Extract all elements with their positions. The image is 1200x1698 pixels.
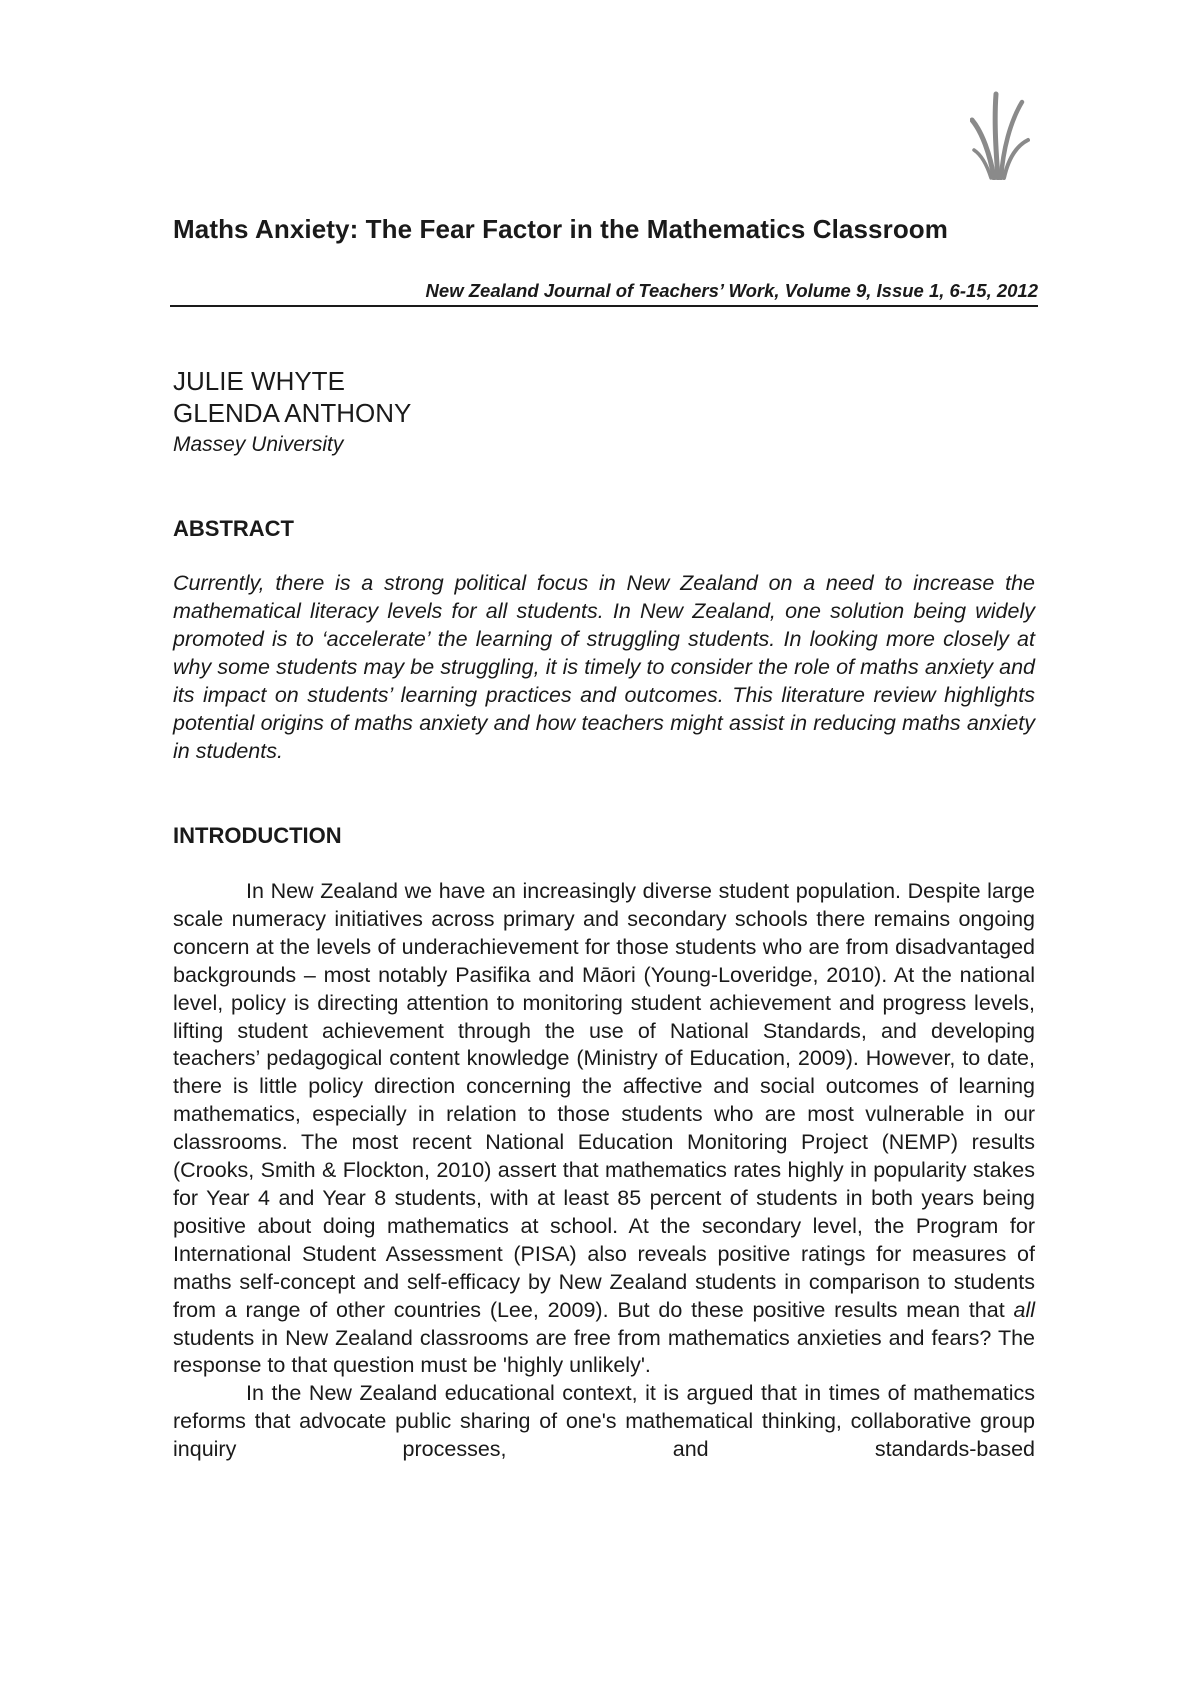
abstract-heading: ABSTRACT xyxy=(173,516,294,541)
header-rule xyxy=(170,305,1038,307)
paragraph-text: In New Zealand we have an increasingly diverse student population. Despite large scale numeracy initiatives across primary and secondary schools there remains ongoing concern at the levels of underachievement for those students who are from disadvantaged backgrounds – most notably Pasifika and Māori (Young-Loveridge, 2010). At the national level, policy is directing attention to monitoring student achievement and progress levels, lifting student achievement through the use of National Standards, and developing teachers’ pedagogical content knowledge (Ministry of Education, 2009). However, to date, there is little policy direction concerning the affective and social outcomes of learning mathematics, especially in relation to those students who are most vulnerable in our classrooms. The most recent National Education Monitoring Project (NEMP) results (Crooks, Smith & Flockton, 2010) assert that mathematics rates highly in popularity stakes for Year 4 and Year 8 students, with at least 85 percent of students in both years being positive about doing mathematics at school. At the secondary level, the Program for International Student Assessment (PISA) also reveals positive ratings for measures of maths self-concept and self-efficacy by New Zealand students in comparison to students from a range of other countries (Lee, 2009). But do these positive results mean that xyxy=(173,879,1035,1322)
introduction-heading: INTRODUCTION xyxy=(173,823,342,848)
paragraph xyxy=(173,878,1035,1380)
paragraph-text: students in New Zealand classrooms are free from mathematics anxieties and fears? The response to that question must be 'highly unlikely'. xyxy=(173,1325,1035,1378)
introduction-body xyxy=(173,878,1035,1464)
abstract-text: Currently, there is a strong political focus in New Zealand on a need to increase the mathematical literacy levels for all students. In New Zealand, one solution being widely promoted is to ‘accelerate’ the learning of struggling students. In looking more closely at why some students may be struggling, it is timely to consider the role of maths anxiety and its impact on students’ learning practices and outcomes. This literature review highlights potential origins of maths anxiety and how teachers might assist in reducing maths anxiety in students. xyxy=(173,571,1035,763)
author-name: JULIE WHYTE xyxy=(173,366,345,396)
journal-citation: New Zealand Journal of Teachers’ Work, Volume 9, Issue 1, 6-15, 2012 xyxy=(425,280,1038,301)
author-affiliation: Massey University xyxy=(173,433,344,456)
paragraph: In the New Zealand educational context, it is argued that in times of mathematics reforms that advocate public sharing of one's mathematical thinking, collaborative group inquiry processes, and standards-based xyxy=(173,1381,1035,1462)
article-title: Maths Anxiety: The Fear Factor in the Mathematics Classroom xyxy=(173,214,949,244)
grass-tuft-icon xyxy=(970,88,1030,180)
author-name: GLENDA ANTHONY xyxy=(173,398,412,428)
emphasis-text: all xyxy=(1013,1297,1035,1322)
